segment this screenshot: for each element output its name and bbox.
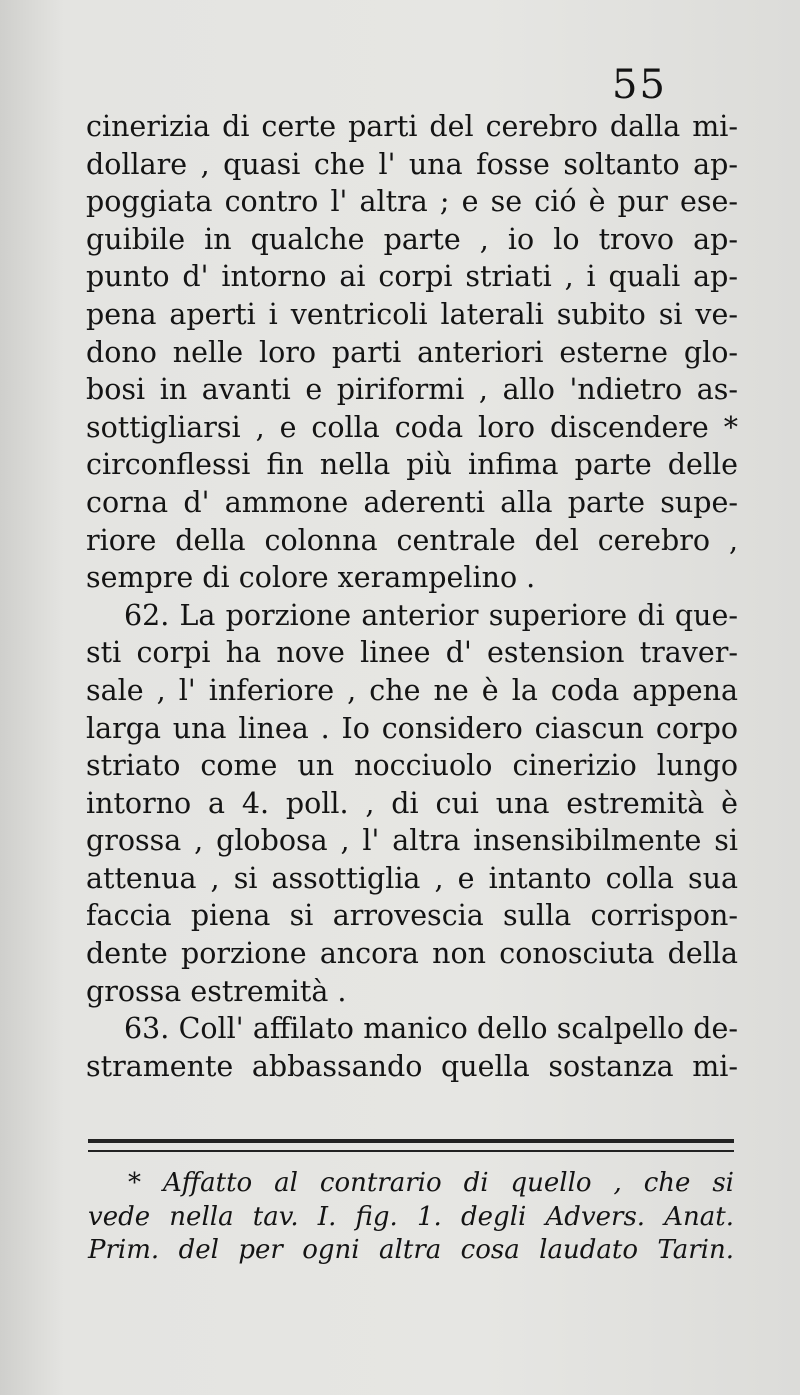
text-line: 63. Coll' affilato manico dello scalpello de-	[124, 1012, 738, 1046]
text-line: larga una linea . Io considero ciascun corpo	[86, 711, 738, 745]
text-line: stramente abbassando quella sostanza mi-	[86, 1049, 738, 1083]
text-line: attenua , si assottiglia , e intanto colla sua	[86, 861, 738, 895]
text-line: pena aperti i ventricoli laterali subito si ve-	[86, 297, 738, 331]
text-line: punto d' intorno ai corpi striati , i quali ap-	[86, 260, 738, 294]
body-text	[86, 108, 738, 1085]
text-line: faccia piena si arrovescia sulla corrispon-	[86, 899, 738, 933]
footnote-line: * Affatto al contrario di quello , che si	[128, 1168, 734, 1198]
footnote-rule-thin	[88, 1150, 734, 1152]
footnote-line: vede nella tav. I. fig. 1. degli Advers. Anat.	[88, 1201, 734, 1232]
text-line: poggiata contro l' altra ; e se ció è pur ese-	[86, 185, 738, 219]
text-line: grossa estremità .	[86, 974, 347, 1008]
paragraph	[86, 108, 738, 597]
paragraph-62	[86, 597, 738, 1011]
text-line: guibile in qualche parte , io lo trovo ap-	[86, 222, 738, 256]
text-line: circonflessi fin nella più infima parte delle	[86, 448, 738, 482]
text-line: cinerizia di certe parti del cerebro dalla mi-	[86, 110, 738, 143]
page-number: 55	[612, 62, 667, 108]
text-line: dono nelle loro parti anteriori esterne glo-	[86, 335, 738, 369]
text-line: intorno a 4. poll. , di cui una estremità è	[86, 786, 738, 820]
text-line: 62. La porzione anterior superiore di que-	[124, 598, 738, 632]
text-line: dollare , quasi che l' una fosse soltanto ap-	[86, 147, 738, 181]
text-line: corna d' ammone aderenti alla parte supe-	[86, 485, 738, 519]
text-line: sale , l' inferiore , che ne è la coda appena	[86, 673, 738, 707]
text-line: sti corpi ha nove linee d' estension traver-	[86, 636, 738, 670]
text-line: grossa , globosa , l' altra insensibilmente si	[86, 824, 738, 858]
text-line: sottigliarsi , e colla coda loro discendere *	[86, 410, 738, 444]
footnote	[88, 1167, 734, 1268]
text-line: riore della colonna centrale del cerebro ,	[86, 523, 738, 557]
paragraph-63	[86, 1010, 738, 1085]
footnote-rule	[88, 1139, 734, 1143]
text-line: bosi in avanti e piriformi , allo 'ndietro as-	[86, 373, 738, 407]
text-line: striato come un nocciuolo cinerizio lungo	[86, 749, 738, 783]
text-line: dente porzione ancora non conosciuta della	[86, 937, 738, 971]
footnote-line: Prim. del per ogni altra cosa laudato Tarin.	[88, 1235, 734, 1265]
text-line: sempre di colore xerampelino .	[86, 561, 536, 595]
